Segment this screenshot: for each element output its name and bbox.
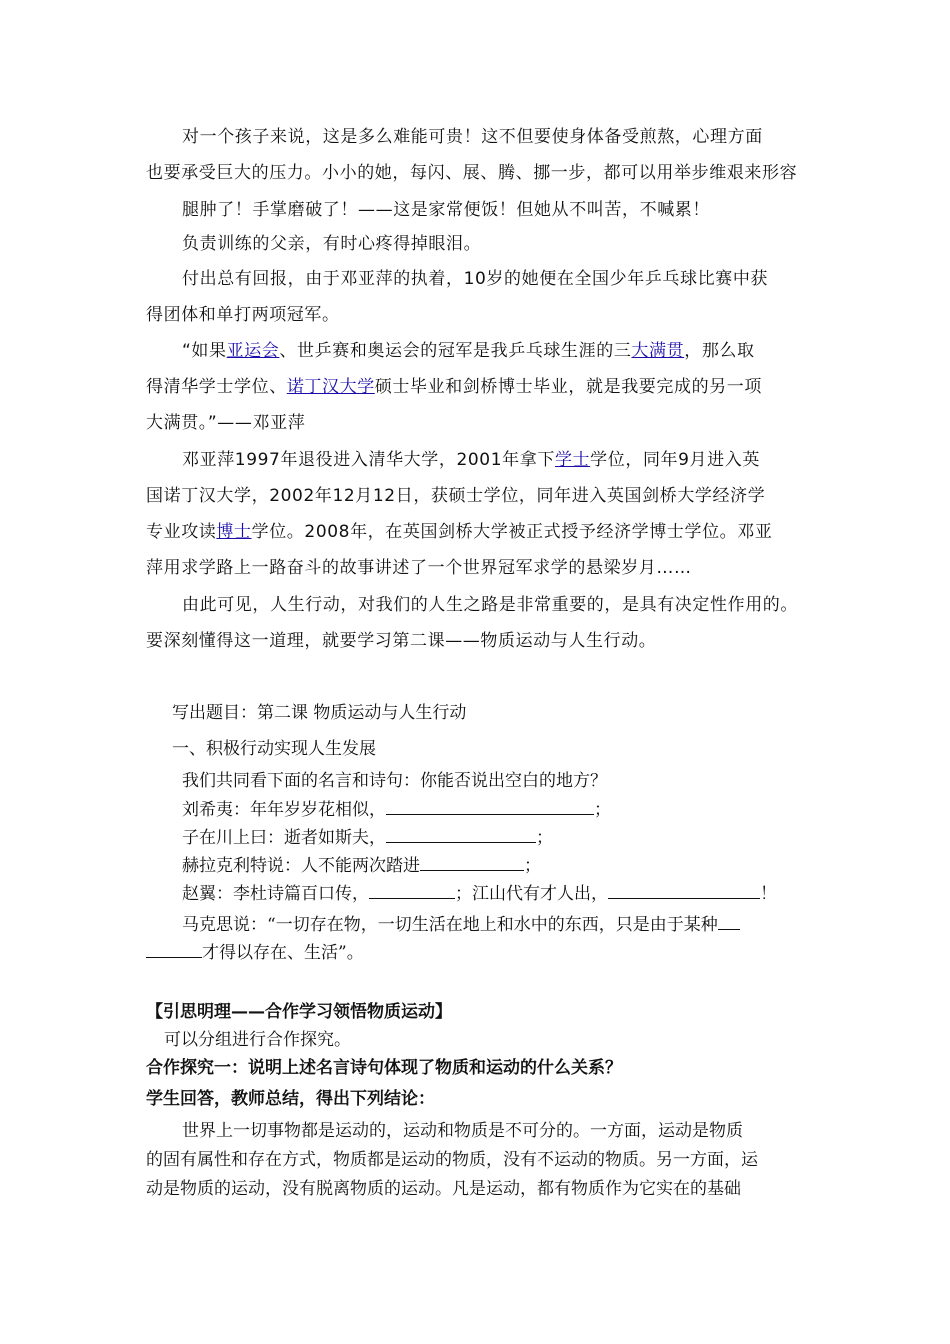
question-text: ；江山代有才人出，	[455, 884, 608, 904]
question-end: 才得以存在、生活”。	[202, 943, 364, 963]
paragraph-text: 专业攻读	[146, 522, 217, 542]
question-end: ；	[594, 800, 611, 820]
quote-text: ，那么取	[684, 341, 755, 361]
quote-line: 大满贯。”——邓亚萍	[146, 413, 306, 433]
paragraph-line	[146, 521, 772, 543]
link-nottingham-university[interactable]: 诺丁汉大学	[286, 377, 375, 397]
quote-line	[182, 340, 755, 362]
quote-text: 得清华学士学位、	[146, 377, 287, 397]
link-doctorate[interactable]: 博士	[216, 522, 252, 542]
section-heading: 【引思明理——合作学习领悟物质运动】	[146, 1002, 452, 1022]
conclusion-line: 世界上一切事物都是运动的，运动和物质是不可分的。一方面，运动是物质	[182, 1121, 743, 1141]
answer-blank[interactable]	[369, 882, 455, 899]
paragraph-line: 付出总有回报，由于邓亚萍的执着，10岁的她便在全国少年乒乓球比赛中获	[182, 269, 769, 289]
paragraph-line: 得团体和单打两项冠军。	[146, 305, 340, 325]
conclusion-line: 动是物质的运动，没有脱离物质的运动。凡是运动，都有物质作为它实在的基础	[146, 1179, 741, 1199]
quote-text: 硕士毕业和剑桥博士毕业，就是我要完成的另一项	[374, 377, 763, 397]
paragraph-line: 对一个孩子来说，这是多么难能可贵！这不但要使身体备受煎熬，心理方面	[182, 127, 763, 147]
answer-blank[interactable]	[146, 941, 202, 958]
question-line	[182, 913, 740, 936]
paragraph-line: 也要承受巨大的压力。小小的她，每闪、展、腾、挪一步，都可以用举步维艰来形容	[146, 163, 798, 183]
question-line	[182, 798, 611, 821]
paragraph-line: 国诺丁汉大学，2002年12月12日，获硕士学位，同年进入英国剑桥大学经济学	[146, 486, 766, 506]
paragraph-text: 学位。2008年，在英国剑桥大学被正式授予经济学博士学位。邓亚	[251, 522, 773, 542]
question-end: ；	[536, 828, 553, 848]
lesson-title: 写出题目：第二课 物质运动与人生行动	[172, 703, 467, 723]
paragraph-line	[182, 449, 760, 471]
answer-blank[interactable]	[420, 854, 524, 871]
inquiry-heading: 合作探究一：说明上述名言诗句体现了物质和运动的什么关系？	[146, 1058, 622, 1078]
paragraph-line: 腿肿了！手掌磨破了！——这是家常便饭！但她从不叫苦，不喊累！	[182, 200, 710, 220]
answer-blank[interactable]	[608, 882, 760, 899]
question-text: 子在川上曰：逝者如斯夫，	[182, 828, 386, 848]
paragraph-line: 要深刻懂得这一道理，就要学习第二课——物质运动与人生行动。	[146, 631, 657, 651]
paragraph-line: 负责训练的父亲，有时心疼得掉眼泪。	[182, 234, 482, 254]
answer-intro: 学生回答，教师总结，得出下列结论：	[146, 1089, 435, 1109]
prompt-line: 我们共同看下面的名言和诗句：你能否说出空白的地方？	[182, 771, 607, 791]
question-text: 马克思说：“一切存在物，一切生活在地上和水中的东西，只是由于某种	[182, 915, 718, 935]
answer-blank[interactable]	[386, 798, 594, 815]
link-asian-games[interactable]: 亚运会	[226, 341, 280, 361]
question-text: 刘希夷：年年岁岁花相似，	[182, 800, 386, 820]
question-line	[182, 854, 541, 877]
question-line	[182, 826, 553, 849]
quote-text: 、世乒赛和奥运会的冠军是我乒乓球生涯的三	[279, 341, 632, 361]
link-grand-slam[interactable]: 大满贯	[631, 341, 685, 361]
section-heading: 一、积极行动实现人生发展	[172, 739, 376, 759]
paragraph-text: 学位，同年9月进入英	[590, 450, 760, 470]
paragraph-line: 由此可见，人生行动，对我们的人生之路是非常重要的，是具有决定性作用的。	[182, 595, 798, 615]
question-end: ；	[524, 856, 541, 876]
answer-blank[interactable]	[386, 826, 536, 843]
question-text: 赫拉克利特说：人不能两次踏进	[182, 856, 420, 876]
question-text: 赵翼：李杜诗篇百口传，	[182, 884, 369, 904]
paragraph-line: 萍用求学路上一路奋斗的故事讲述了一个世界冠军求学的悬梁岁月……	[146, 558, 692, 578]
quote-line	[146, 376, 762, 398]
answer-blank[interactable]	[718, 913, 740, 930]
question-end: ！	[760, 884, 777, 904]
paragraph-text: 邓亚萍1997年退役进入清华大学，2001年拿下	[182, 450, 555, 470]
conclusion-line: 的固有属性和存在方式，物质都是运动的物质，没有不运动的物质。另一方面，运	[146, 1150, 758, 1170]
link-bachelor[interactable]: 学士	[554, 450, 591, 470]
question-line	[182, 882, 777, 905]
note-line: 可以分组进行合作探究。	[164, 1030, 351, 1050]
quote-text: “如果	[182, 341, 227, 361]
question-line	[146, 941, 364, 964]
